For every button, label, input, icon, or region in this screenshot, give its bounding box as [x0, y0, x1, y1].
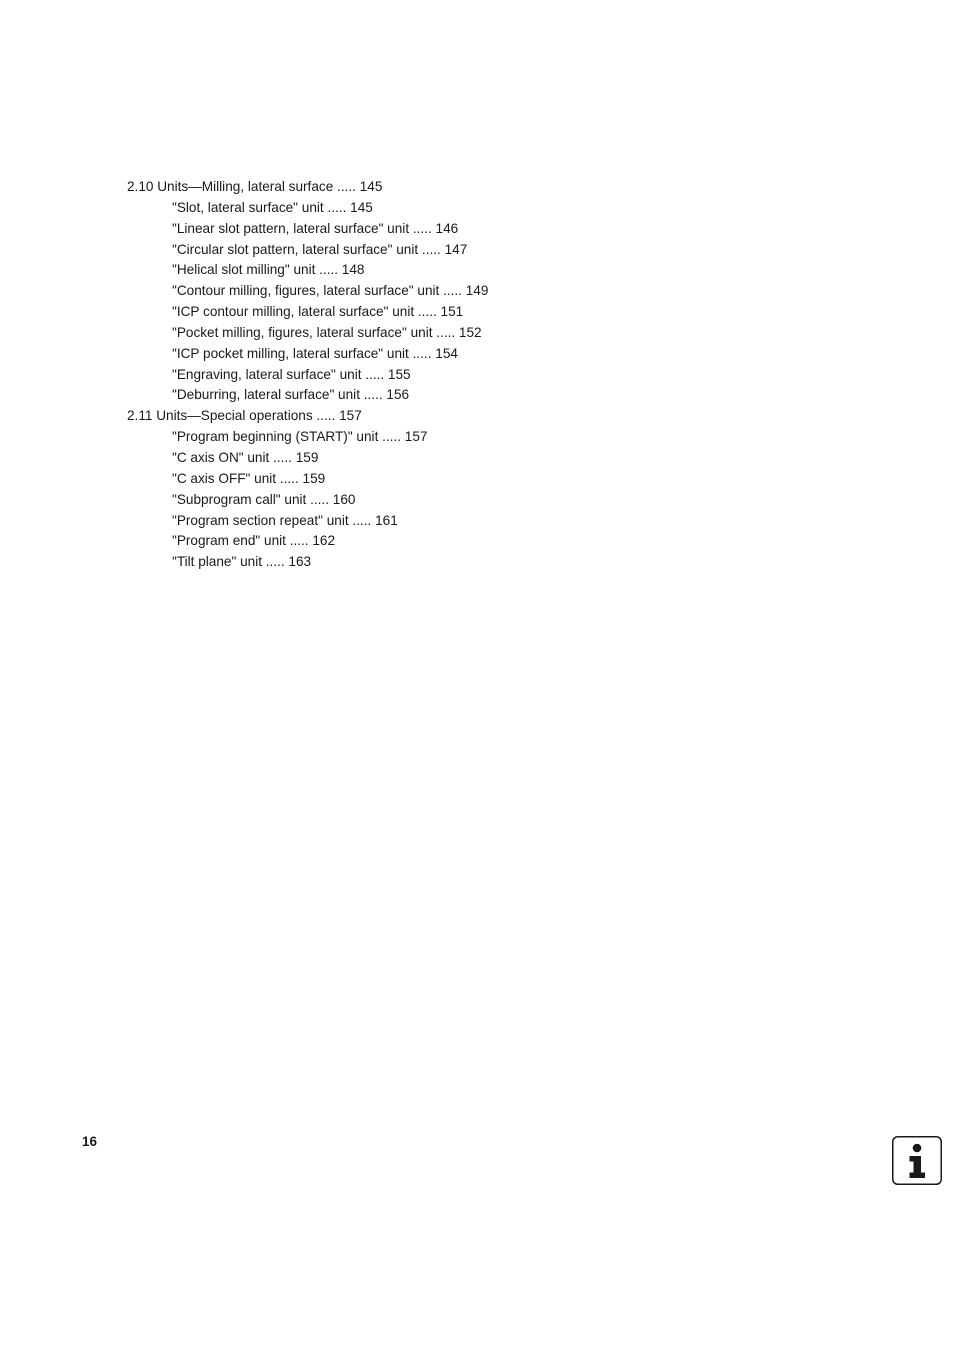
toc-entry[interactable]: "Engraving, lateral surface" unit ..... 155 — [172, 366, 411, 382]
toc-entry[interactable]: "Contour milling, figures, lateral surface" unit ..... 149 — [172, 283, 489, 299]
toc-section-2-10 — [127, 177, 827, 406]
toc-entry[interactable]: "C axis ON" unit ..... 159 — [172, 449, 319, 465]
toc-section-heading[interactable]: 2.10 Units—Milling, lateral surface ..... 145 — [127, 179, 383, 194]
toc-entry[interactable]: "Pocket milling, figures, lateral surface" unit ..... 152 — [172, 324, 482, 340]
toc-entry[interactable]: "Program end" unit ..... 162 — [172, 533, 336, 549]
toc-entry[interactable]: "Tilt plane" unit ..... 163 — [172, 554, 312, 570]
toc-entry[interactable]: "Program section repeat" unit ..... 161 — [172, 512, 398, 528]
toc-entry[interactable]: "Helical slot milling" unit ..... 148 — [172, 262, 365, 278]
toc-section-heading[interactable]: 2.11 Units—Special operations ..... 157 — [127, 408, 362, 424]
toc-section-2-11 — [127, 406, 827, 573]
toc-entry[interactable]: "C axis OFF" unit ..... 159 — [172, 470, 326, 486]
toc-entry[interactable]: "Program beginning (START)" unit ..... 157 — [172, 429, 428, 445]
page-number: 16 — [82, 1134, 98, 1149]
toc-entry[interactable]: "Slot, lateral surface" unit ..... 145 — [172, 199, 373, 215]
table-of-contents — [127, 177, 827, 573]
info-icon — [892, 1136, 942, 1185]
toc-entry[interactable]: "Subprogram call" unit ..... 160 — [172, 491, 356, 507]
toc-entry[interactable]: "Linear slot pattern, lateral surface" unit ..... 146 — [172, 220, 459, 236]
toc-entry[interactable]: "ICP contour milling, lateral surface" unit ..... 151 — [172, 304, 464, 320]
toc-entry[interactable]: "ICP pocket milling, lateral surface" unit ..... 154 — [172, 345, 458, 361]
toc-entry[interactable]: "Deburring, lateral surface" unit ..... 156 — [172, 387, 410, 403]
toc-entry[interactable]: "Circular slot pattern, lateral surface" unit ..... 147 — [172, 241, 468, 257]
